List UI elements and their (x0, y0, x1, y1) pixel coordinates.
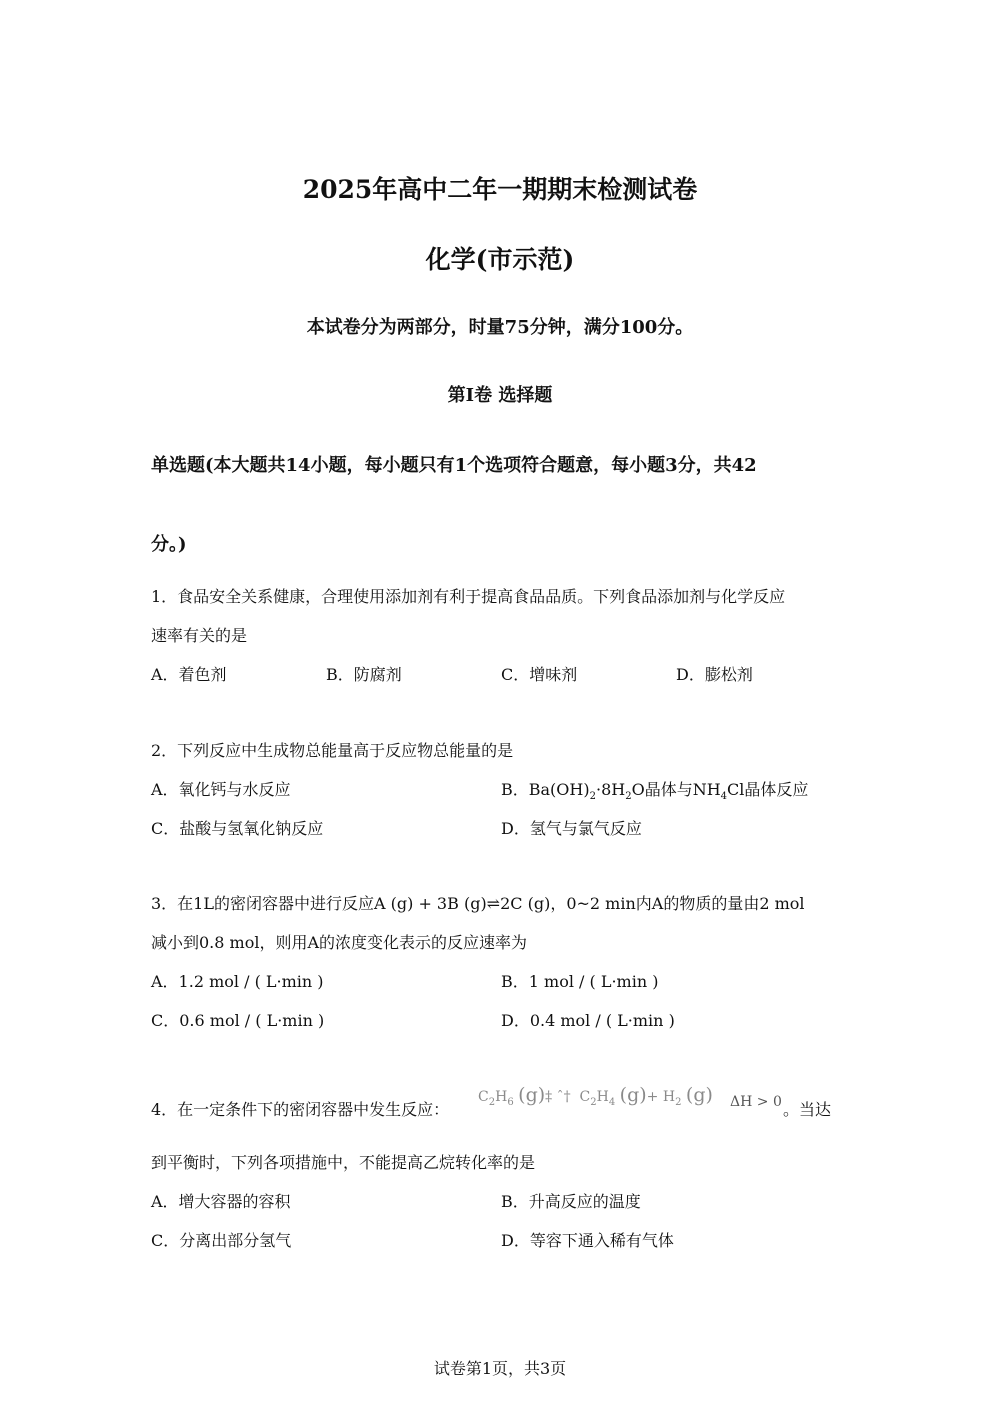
q2-option-b (501, 777, 808, 802)
formula-h: H (662, 1089, 676, 1105)
equilibrium-arrow: ‡ ˆ† (545, 1089, 571, 1105)
section-heading-line1: 单选题(本大题共14小题，每小题只有1个选项符合题意，每小题3分，共42 (151, 455, 757, 476)
q2-option-b-mid2: O晶体与NH (631, 780, 721, 799)
formula-paren: ( (685, 1084, 694, 1106)
formula-h: H (495, 1089, 508, 1105)
formula-paren: ) (537, 1084, 546, 1106)
formula-c: C (579, 1089, 591, 1105)
q1-option-c: C．增味剂 (501, 665, 578, 684)
q1-stem-line2: 速率有关的是 (151, 626, 248, 645)
exam-info: 本试卷分为两部分，时量75分钟，满分100分。 (306, 317, 694, 338)
q1-option-a: A．着色剂 (151, 665, 227, 684)
q3-option-c: C．0.6 mol / ( L·min ) (151, 1011, 325, 1030)
q3-option-a: A．1.2 mol / ( L·min ) (151, 972, 324, 991)
q4-reaction-formula (478, 1084, 713, 1108)
q2-stem: 2．下列反应中生成物总能量高于反应物总能量的是 (151, 741, 514, 760)
formula-sub: 4 (608, 1096, 616, 1108)
q3-option-d: D．0.4 mol / ( L·min ) (501, 1011, 675, 1030)
q4-option-b: B．升高反应的温度 (501, 1192, 641, 1211)
q2-option-b-suffix: Cl晶体反应 (727, 780, 809, 799)
q1-option-d: D．膨松剂 (676, 665, 753, 684)
q2-option-b-prefix: B．Ba(OH) (501, 780, 590, 799)
formula-g: g (627, 1084, 640, 1106)
q4-stem-prefix: 4．在一定条件下的密闭容器中发生反应： (151, 1100, 450, 1119)
formula-paren: ( (518, 1084, 526, 1106)
q2-option-b-sub1: 2 (589, 791, 596, 803)
q2-option-b-mid: ·8H (596, 780, 626, 799)
q4-option-c: C．分离出部分氢气 (151, 1231, 292, 1250)
q4-delta-h: ΔH > 0 (730, 1094, 782, 1110)
formula-sub: 6 (507, 1096, 514, 1108)
formula-paren: ( (619, 1084, 628, 1106)
q1-stem-line1: 1．食品安全关系健康，合理使用添加剂有利于提高食品品质。下列食品添加剂与化学反应 (151, 587, 786, 606)
formula-plus: + (646, 1089, 659, 1105)
formula-g: g (693, 1084, 706, 1106)
section-heading-line2: 分。) (151, 534, 187, 555)
formula-sub: 2 (675, 1096, 682, 1108)
exam-title: 2025年高中二年一期期末检测试卷 (302, 175, 698, 204)
q2-option-b-sub2: 2 (625, 791, 632, 803)
q4-stem-line2: 到平衡时，下列各项措施中，不能提高乙烷转化率的是 (151, 1153, 536, 1172)
formula-paren: ) (639, 1084, 647, 1106)
page-footer: 试卷第1页，共3页 (433, 1359, 567, 1378)
q2-option-d: D．氢气与氯气反应 (501, 819, 642, 838)
q2-option-c: C．盐酸与氢氧化钠反应 (151, 819, 324, 838)
q4-option-a: A．增大容器的容积 (151, 1192, 291, 1211)
part-heading: 第I卷 选择题 (447, 385, 553, 406)
formula-paren: ) (705, 1084, 713, 1106)
q3-stem-line1: 3．在1L的密闭容器中进行反应A (g) + 3B (g)⇌2C (g)，0~2 min内A的物质的量由2 mol (151, 894, 805, 913)
q3-stem-line2: 减小到0.8 mol，则用A的浓度变化表示的反应速率为 (151, 933, 528, 952)
formula-sub: 2 (590, 1096, 597, 1108)
q4-stem-suffix: 。当达 (783, 1100, 832, 1119)
q2-option-b-sub3: 4 (720, 791, 728, 803)
q4-option-d: D．等容下通入稀有气体 (501, 1231, 674, 1250)
q2-option-a: A．氧化钙与水反应 (151, 780, 291, 799)
q3-option-b: B．1 mol / ( L·min ) (501, 972, 659, 991)
formula-h: H (596, 1089, 609, 1105)
formula-sub: 2 (488, 1096, 496, 1108)
exam-subject: 化学(市示范) (425, 245, 575, 274)
q1-option-b: B．防腐剂 (326, 665, 402, 684)
formula-g: g (525, 1084, 538, 1106)
formula-c: C (478, 1089, 489, 1105)
